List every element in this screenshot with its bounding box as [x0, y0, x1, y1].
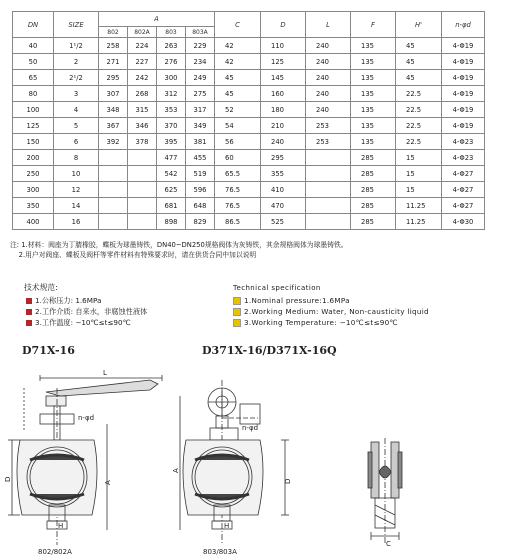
table-cell: 65: [13, 70, 54, 86]
tech-title-en: Technical specification: [233, 284, 321, 292]
header-d: D: [261, 12, 306, 38]
table-cell: 12: [54, 182, 99, 198]
table-cell: 4-Φ19: [442, 102, 485, 118]
table-cell: 285: [351, 182, 396, 198]
header-h: H': [396, 12, 442, 38]
table-cell: 268: [128, 86, 157, 102]
table-cell: 150: [13, 134, 54, 150]
label-nd-left: n-φd: [78, 414, 95, 422]
label-d-right: D: [284, 478, 292, 484]
header-a-803: 803: [157, 27, 186, 38]
table-cell: 276: [157, 54, 186, 70]
header-f: F: [351, 12, 396, 38]
table-cell: 22.5: [396, 118, 442, 134]
table-cell: 4-Φ19: [442, 86, 485, 102]
table-cell: 370: [157, 118, 186, 134]
table-cell: 227: [128, 54, 157, 70]
table-cell: 240: [261, 134, 306, 150]
table-cell: 392: [99, 134, 128, 150]
table-cell: 315: [128, 102, 157, 118]
table-cell: 300: [13, 182, 54, 198]
table-cell: 60: [215, 150, 261, 166]
table-cell: 42: [215, 38, 261, 54]
table-cell: 80: [13, 86, 54, 102]
table-cell: 100: [13, 102, 54, 118]
table-cell: 145: [261, 70, 306, 86]
table-cell: 76.5: [215, 182, 261, 198]
table-cell: 258: [99, 38, 128, 54]
table-cell: 2¹/2: [54, 70, 99, 86]
table-cell: 400: [13, 214, 54, 230]
table-cell: 263: [157, 38, 186, 54]
label-a-right: A: [172, 468, 180, 473]
table-cell: 180: [261, 102, 306, 118]
table-cell: 76.5: [215, 198, 261, 214]
model-left: D71X-16: [22, 344, 75, 357]
table-cell: 210: [261, 118, 306, 134]
header-a-802: 802: [99, 27, 128, 38]
table-cell: 596: [186, 182, 215, 198]
label-l: L: [103, 369, 107, 377]
table-cell: 240: [306, 70, 351, 86]
table-cell: 110: [261, 38, 306, 54]
header-dn: DN: [13, 12, 54, 38]
table-cell: 829: [186, 214, 215, 230]
table-cell: 285: [351, 198, 396, 214]
spec-en-1: 1.Nominal pressure:1.6MPa: [233, 296, 350, 305]
table-cell: 285: [351, 150, 396, 166]
table-cell: 240: [306, 86, 351, 102]
table-cell: 3: [54, 86, 99, 102]
table-cell: 249: [186, 70, 215, 86]
table-cell: 135: [351, 54, 396, 70]
table-cell: 4-Φ27: [442, 198, 485, 214]
table-cell: 378: [128, 134, 157, 150]
table-cell: 395: [157, 134, 186, 150]
caption-right: 803/803A: [203, 548, 237, 556]
section-drawing: [368, 438, 402, 545]
table-cell: 50: [13, 54, 54, 70]
table-cell: 275: [186, 86, 215, 102]
table-cell: 86.5: [215, 214, 261, 230]
table-cell: 11.25: [396, 198, 442, 214]
table-cell: 22.5: [396, 102, 442, 118]
table-cell: 353: [157, 102, 186, 118]
table-cell: 4-Φ30: [442, 214, 485, 230]
table-cell: 14: [54, 198, 99, 214]
label-h-right: H: [224, 522, 230, 530]
table-cell: 56: [215, 134, 261, 150]
table-cell: 45: [396, 70, 442, 86]
table-cell: 42: [215, 54, 261, 70]
header-c: C: [215, 12, 261, 38]
header-size: SIZE: [54, 12, 99, 38]
label-c: C: [386, 540, 391, 548]
spec-cn-1: 1.公称压力: 1.6MPa: [26, 296, 101, 306]
table-cell: 135: [351, 118, 396, 134]
spec-en-2: 2.Working Medium: Water, Non-causticity liquid: [233, 307, 429, 316]
table-cell: 625: [157, 182, 186, 198]
label-d-left: D: [4, 476, 12, 482]
table-cell: 4-Φ27: [442, 166, 485, 182]
valve-drawing-left: [8, 375, 162, 545]
table-cell: 54: [215, 118, 261, 134]
table-cell: 22.5: [396, 134, 442, 150]
table-cell: 348: [99, 102, 128, 118]
table-cell: 307: [99, 86, 128, 102]
table-cell: 11.25: [396, 214, 442, 230]
table-cell: 125: [13, 118, 54, 134]
valve-drawing-right: [180, 380, 289, 545]
table-cell: 367: [99, 118, 128, 134]
table-cell: 15: [396, 182, 442, 198]
table-cell: 525: [261, 214, 306, 230]
note-2: 2.用户对阀座、蝶板及阀杆等零件材料有特殊要求时，请在供货合同中加以说明: [10, 251, 257, 259]
table-cell: 125: [261, 54, 306, 70]
table-cell: 224: [128, 38, 157, 54]
table-cell: 160: [261, 86, 306, 102]
table-cell: 648: [186, 198, 215, 214]
table-cell: 4-Φ23: [442, 134, 485, 150]
label-nd-right: n-φd: [242, 424, 259, 432]
table-cell: 15: [396, 150, 442, 166]
table-cell: 22.5: [396, 86, 442, 102]
header-l: L: [306, 12, 351, 38]
table-cell: 346: [128, 118, 157, 134]
table-cell: 4-Φ19: [442, 38, 485, 54]
table-cell: 135: [351, 38, 396, 54]
table-cell: 542: [157, 166, 186, 182]
table-cell: 135: [351, 134, 396, 150]
table-cell: 355: [261, 166, 306, 182]
table-cell: 4-Φ19: [442, 118, 485, 134]
table-cell: 6: [54, 134, 99, 150]
table-cell: 349: [186, 118, 215, 134]
spec-cn-2: 2.工作介质: 自来水，非腐蚀性液体: [26, 307, 147, 317]
table-cell: 1¹/2: [54, 38, 99, 54]
table-cell: 300: [157, 70, 186, 86]
table-cell: 4-Φ19: [442, 54, 485, 70]
table-cell: 45: [215, 70, 261, 86]
table-cell: 271: [99, 54, 128, 70]
table-cell: 45: [396, 54, 442, 70]
table-cell: 250: [13, 166, 54, 182]
label-a-left: A: [104, 480, 112, 485]
table-cell: 2: [54, 54, 99, 70]
table-cell: 52: [215, 102, 261, 118]
header-nd: n-φd: [442, 12, 485, 38]
model-right: D371X-16/D371X-16Q: [202, 344, 337, 357]
table-cell: 40: [13, 38, 54, 54]
table-cell: 135: [351, 70, 396, 86]
table-cell: 455: [186, 150, 215, 166]
table-cell: 470: [261, 198, 306, 214]
table-cell: 898: [157, 214, 186, 230]
table-cell: 4: [54, 102, 99, 118]
header-a: A: [99, 12, 215, 27]
table-cell: 234: [186, 54, 215, 70]
table-cell: 285: [351, 166, 396, 182]
table-cell: 5: [54, 118, 99, 134]
spec-cn-3: 3.工作温度: −10℃≤t≤90℃: [26, 318, 131, 328]
table-cell: 4-Φ27: [442, 182, 485, 198]
table-cell: 10: [54, 166, 99, 182]
table-cell: 45: [215, 86, 261, 102]
table-cell: 681: [157, 198, 186, 214]
table-cell: 240: [306, 102, 351, 118]
table-cell: 135: [351, 102, 396, 118]
tech-title-cn: 技术规范:: [24, 283, 58, 292]
table-cell: 45: [396, 38, 442, 54]
table-cell: 253: [306, 118, 351, 134]
table-cell: 4-Φ19: [442, 70, 485, 86]
table-cell: 200: [13, 150, 54, 166]
header-a-803a: 803A: [186, 27, 215, 38]
table-cell: 295: [99, 70, 128, 86]
table-cell: 229: [186, 38, 215, 54]
table-cell: 135: [351, 86, 396, 102]
spec-en-3: 3.Working Temperature: −10℃≤t≤90℃: [233, 318, 398, 327]
table-cell: 16: [54, 214, 99, 230]
table-cell: 8: [54, 150, 99, 166]
table-cell: 410: [261, 182, 306, 198]
table-cell: 477: [157, 150, 186, 166]
table-cell: 65.5: [215, 166, 261, 182]
table-cell: 242: [128, 70, 157, 86]
label-h-left: H: [58, 522, 64, 530]
note-1: 注: 1.材料：阀座为丁腈橡胶，蝶板为球墨铸铁，DN40~DN250规格阀体为灰铸铁，其余规格阀体为球墨铸铁。: [10, 241, 348, 249]
table-cell: 350: [13, 198, 54, 214]
table-cell: 15: [396, 166, 442, 182]
caption-left: 802/802A: [38, 548, 72, 556]
table-cell: 285: [351, 214, 396, 230]
header-a-802a: 802A: [128, 27, 157, 38]
table-cell: 295: [261, 150, 306, 166]
table-cell: 240: [306, 38, 351, 54]
table-cell: 312: [157, 86, 186, 102]
table-cell: 253: [306, 134, 351, 150]
table-cell: 240: [306, 54, 351, 70]
table-cell: 519: [186, 166, 215, 182]
table-cell: 381: [186, 134, 215, 150]
table-cell: 317: [186, 102, 215, 118]
table-cell: 4-Φ23: [442, 150, 485, 166]
